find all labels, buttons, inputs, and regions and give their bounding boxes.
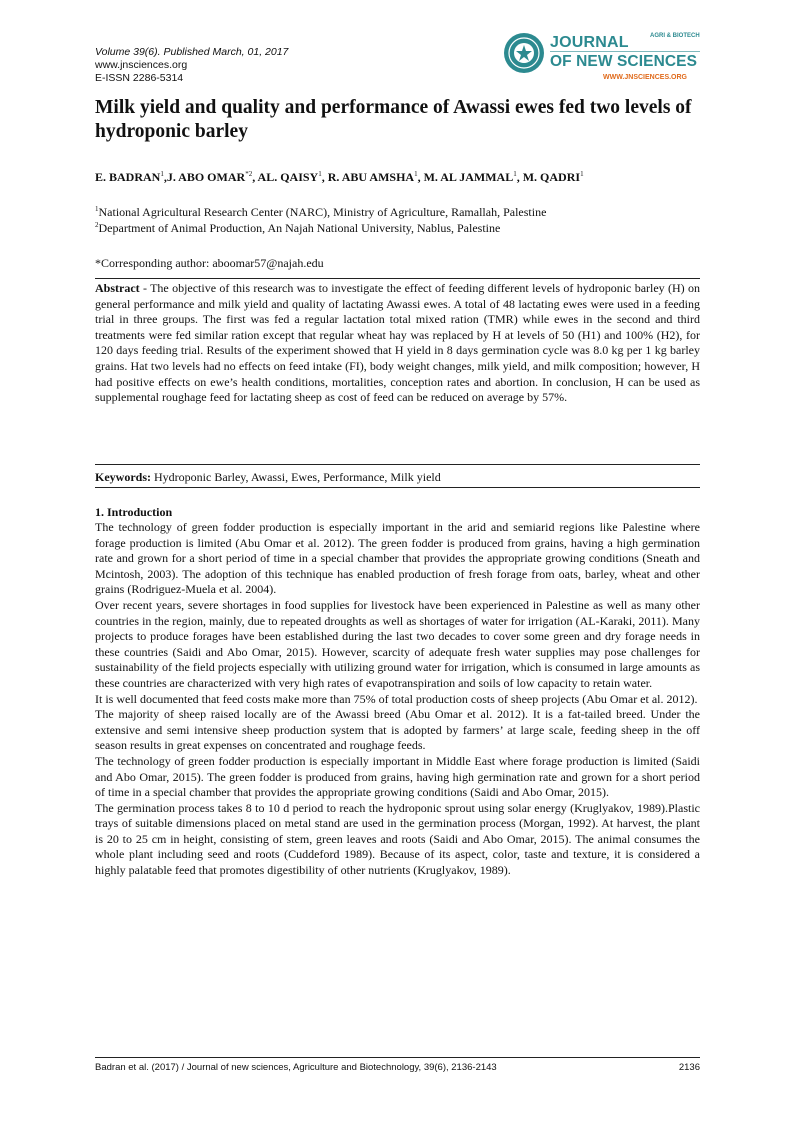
affiliation-sup: 1 <box>95 205 99 213</box>
author-name: AL. QAISY <box>257 170 319 184</box>
paragraph: The majority of sheep raised locally are of the Awassi breed (Abu Omar et al. 2012). It is a fat-tailed breed. Under the extensive and semi intensive sheep production system that is adopted by farmers’ at large scale, feeding sheep in the off season results in great expenses on concentrated and roughage feeds. <box>95 707 700 753</box>
author-sup: 1 <box>513 170 517 178</box>
author-name: M. QADRI <box>522 170 581 184</box>
author-sup: 1 <box>580 170 584 178</box>
author-sup: 1 <box>160 170 164 178</box>
abstract-label: Abstract <box>95 281 140 295</box>
volume-info: Volume 39(6). Published March, 01, 2017 <box>95 46 289 58</box>
affiliation-text: Department of Animal Production, An Najah National University, Nablus, Palestine <box>98 221 501 235</box>
page-number: 2136 <box>678 1062 700 1073</box>
journal-logo <box>503 30 703 88</box>
introduction-body <box>95 520 700 879</box>
author-sup: 1 <box>318 170 322 178</box>
footer-citation: Badran et al. (2017) / Journal of new sciences, Agriculture and Biotechnology, 39(6), 2136-2143 <box>95 1062 497 1073</box>
author-name: R. ABU AMSHA <box>327 170 415 184</box>
journal-header-meta <box>95 46 288 85</box>
paragraph: The technology of green fodder production is especially important in the arid and semiarid regions like Palestine where forage production is limited (Abu Omar et al. 2012). The green fodder is produced from grains, having a high germination rate and grown for a short period of time in a special chamber that provides the appropriate growing conditions (Sneath and Mcintosh, 2003). The adoption of this technique has enabled production of fresh forage from oats, barley, wheat and other grains (Rodriguez-Muela et al. 2004). <box>95 520 700 597</box>
abstract-bottom-rule <box>95 464 700 465</box>
paragraph: Over recent years, severe shortages in food supplies for livestock have been experienced in Palestine as well as many other countries in the region, mainly, due to repeated droughts as well as shortages of water for irrigation (AL-Karaki, 2011). Many projects to produce forages have been established during the last two decades to cover some green and dry forage needs in these countries (Saidi and Abo Omar, 2015). However, scarcity of adequate fresh water supplies may pose challenges for sustainability of the field projects especially with utilizing ground water for irrigation, which is consumed in large amounts as these countries are characterized with very high rates of evapotranspiration and soils of low capacity to retain water. <box>95 597 700 690</box>
section-heading-introduction: 1. Introduction <box>95 505 173 519</box>
affiliation-1 <box>95 205 546 220</box>
keywords-label: Keywords: <box>95 470 151 484</box>
keywords-rule <box>95 487 700 488</box>
corresponding-author: *Corresponding author: aboomar57@najah.edu <box>95 256 324 270</box>
logo-url: WWW.JNSCIENCES.ORG <box>603 74 688 81</box>
abstract <box>95 281 700 406</box>
website-link[interactable]: www.jnsciences.org <box>95 59 188 71</box>
logo-line-1: JOURNAL <box>550 34 629 51</box>
journal-seal-icon <box>503 32 545 74</box>
author-name: M. AL JAMMAL <box>423 170 514 184</box>
logo-side-text: AGRI & BIOTECH <box>650 33 700 39</box>
abstract-top-rule <box>95 278 700 279</box>
paragraph: The technology of green fodder production is especially important in Middle East where forage production is limited (Saidi and Abo Omar, 2015). The green fodder is produced from grains, having high germination rate and grown for a short period of time in a special chamber that provides the appropriate growing conditions (Saidi and Abo Omar, 2015). <box>95 753 700 800</box>
abstract-text: - The objective of this research was to investigate the effect of feeding different levels of hydroponic barley (H) on general performance and milk yield and quality of lactating Awassi ewes. A total of 48 lactating ewes were used in a feeding trial in three groups. The first was fed a regular lactation total mixed ration (TMR) while ewes in the second and third treatments were fed similar ration except that regular wheat hay was replaced by H at levels of 50 (H1) and 100% (H2), for 120 days feeding trial. Results of the experiment showed that H yield in 8 days germination cycle was 8.0 kg per 1 kg barley grains. Hat two levels had no effects on feed intake (FI), body weight changes, milk yield, and milk composition; however, H had positive effects on ewe’s health conditions, mortalities, conception rates and abortion. In conclusion, H can be used as supplemental roughage feed for lactating sheep as cost of feed can be reduced on average by 57%. <box>95 281 700 405</box>
author-sup: 1 <box>414 170 418 178</box>
paper-title: Milk yield and quality and performance of Awassi ewes fed two levels of hydroponic barley <box>95 97 692 142</box>
paragraph: The germination process takes 8 to 10 d period to reach the hydroponic sprout using solar energy (Kruglyakov, 1989).Plastic trays of suitable dimensions placed on metal stand are used in the germination process (Morgan, 1992). At harvest, the plant is 20 to 25 cm in height, consisting of stem, green leaves and roots (Saidi and Abo Omar, 2015). The animal consumes the whole plant including seed and roots (Cuddeford 1989). Because of its aspect, color, taste and texture, it is considered a highly palatable feed that promotes digestibility of other nutrients (Kruglyakov, 1989). <box>95 800 700 878</box>
author-name: E. BADRAN <box>95 170 161 184</box>
page-footer <box>95 1062 700 1073</box>
paragraph: It is well documented that feed costs make more than 75% of total production costs of sheep projects (Abu Omar et al. 2012). <box>95 691 698 706</box>
author-sup: *2 <box>245 170 253 178</box>
affiliation-text: National Agricultural Research Center (NARC), Ministry of Agriculture, Ramallah, Palestine <box>98 205 547 219</box>
keywords-text: Hydroponic Barley, Awassi, Ewes, Performance, Milk yield <box>151 470 441 484</box>
author-list: E. BADRAN$^1$,J. ABO OMAR$^{*2}$, AL. QAISY$^1$, R. ABU AMSHA$^1$, M. AL JAMMAL$^1$, M. QADRI$^1$ <box>95 170 584 184</box>
logo-line-2: OF NEW SCIENCES <box>550 53 698 70</box>
author-name: J. ABO OMAR <box>166 170 246 184</box>
keywords <box>95 470 700 485</box>
logo-divider <box>550 51 700 52</box>
affiliation-sup: 2 <box>95 221 99 229</box>
affiliation-2 <box>95 221 500 236</box>
footer-rule <box>95 1057 700 1058</box>
eissn: E-ISSN 2286-5314 <box>95 72 184 84</box>
